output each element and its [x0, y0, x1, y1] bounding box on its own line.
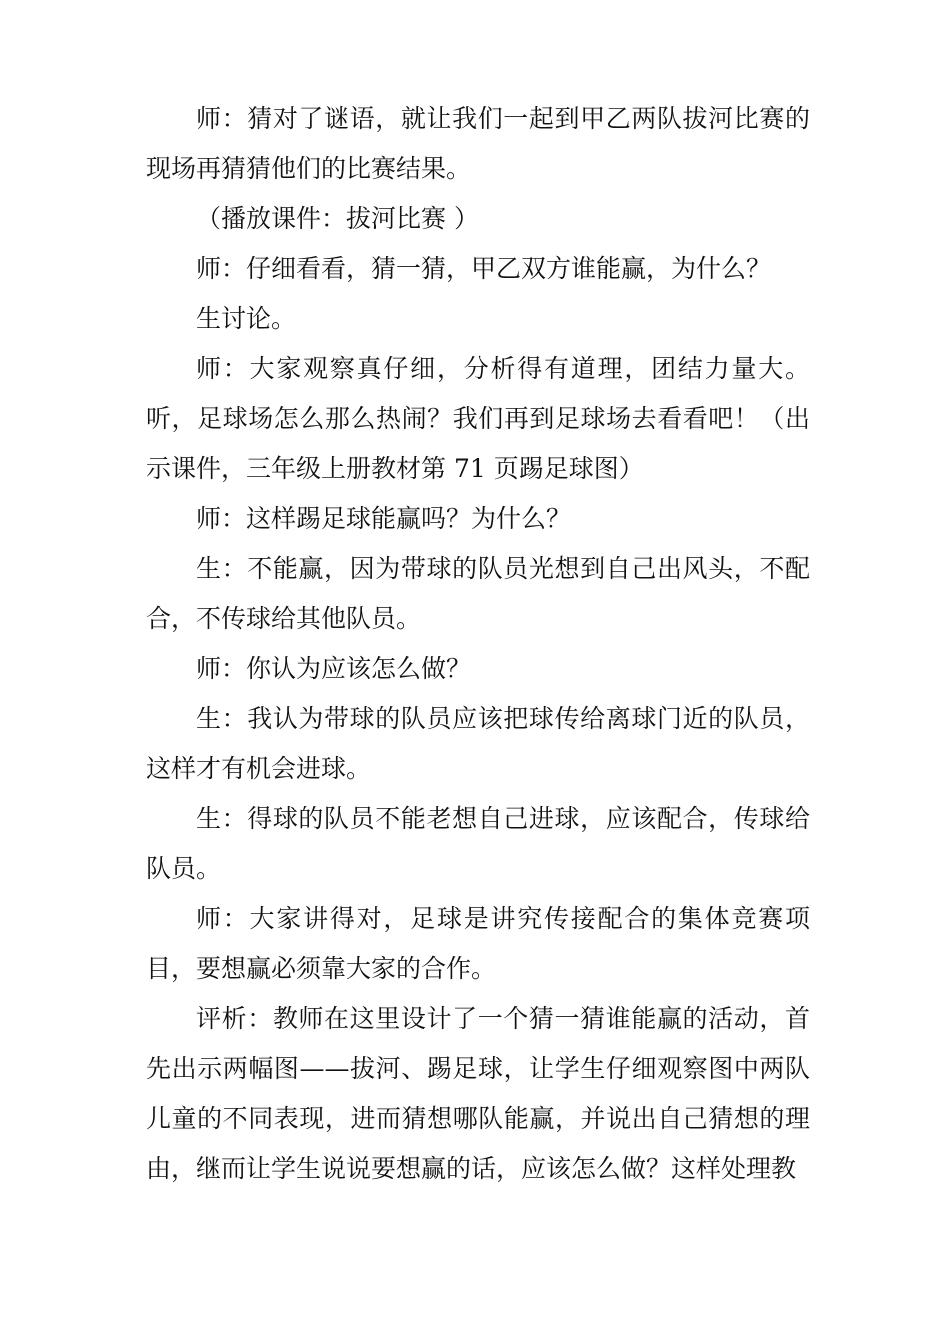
paragraph-teacher-football: 师：大家观察真仔细，分析得有道理，团结力量大。听，足球场怎么那么热闹？我们再到足球场去看看吧！（出示课件，三年级上册教材第 71 页踢足球图）	[146, 354, 810, 483]
paragraph-student-pass-ball: 生：我认为带球的队员应该把球传给离球门近的队员，这样才有机会进球。	[146, 704, 810, 783]
paragraph-play-courseware: （播放课件：拔河比赛 ）	[196, 204, 479, 233]
paragraph-teacher-summary: 师：大家讲得对，足球是讲究传接配合的集体竞赛项目，要想赢必须靠大家的合作。	[146, 904, 810, 983]
paragraph-teacher-what-to-do: 师：你认为应该怎么做？	[196, 654, 472, 683]
paragraph-student-cooperate: 生：得球的队员不能老想自己进球，应该配合，传球给队员。	[146, 804, 810, 883]
paragraph-teacher-can-win: 师：这样踢足球能赢吗？为什么？	[196, 504, 572, 533]
paragraph-teacher-riddle: 师：猜对了谜语，就让我们一起到甲乙两队拔河比赛的现场再猜猜他们的比赛结果。	[146, 104, 810, 183]
document-body	[146, 94, 810, 1194]
paragraph-teacher-question: 师：仔细看看，猜一猜，甲乙双方谁能赢，为什么？	[196, 254, 772, 283]
paragraph-analysis: 评析：教师在这里设计了一个猜一猜谁能赢的活动，首先出示两幅图——拔河、踢足球，让学生仔细观察图中两队儿童的不同表现，进而猜想哪队能赢，并说出自己猜想的理由，继而让学生说说要想赢的话，应该怎么做？这样处理教	[146, 1004, 810, 1183]
paragraph-student-discussion: 生讨论。	[196, 304, 297, 333]
paragraph-student-cannot-win: 生：不能赢，因为带球的队员光想到自己出风头，不配合，不传球给其他队员。	[146, 554, 810, 633]
